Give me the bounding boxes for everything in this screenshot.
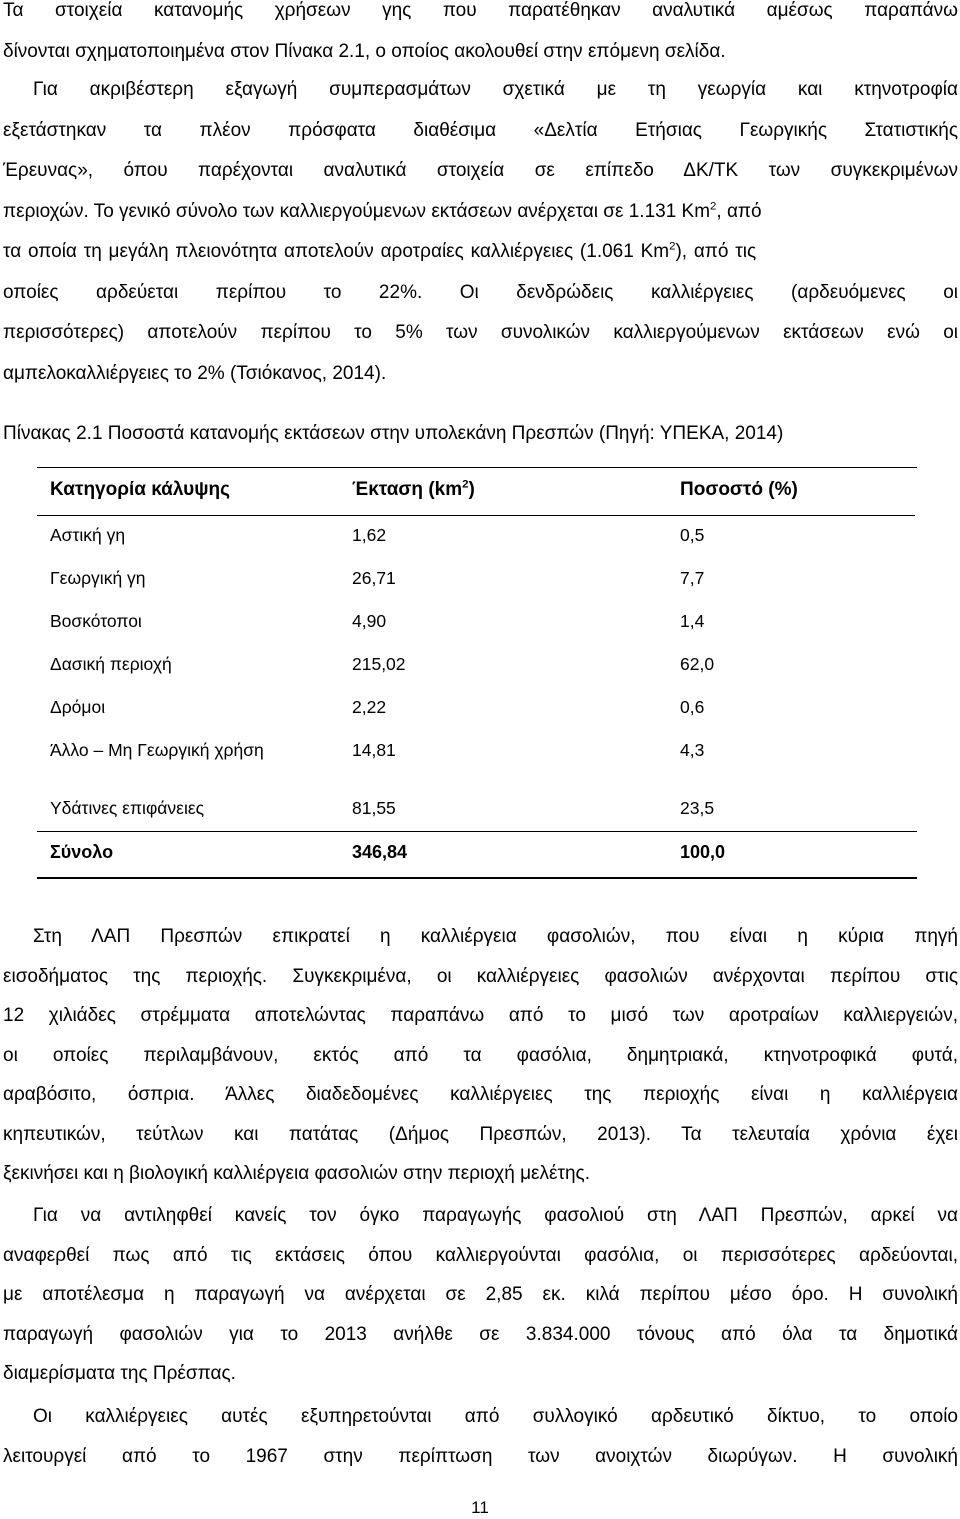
header-area-sup: 2 [462,478,469,491]
text-line: Οι καλλιέργειες αυτές εξυπηρετούνται από συλλογικό αρδευτικό δίκτυο, το οποίο [33,1406,958,1427]
cell-category: Δρόμοι [50,697,106,717]
cell-category: Άλλο – Μη Γεωργική χρήση [50,740,264,760]
text-fragment: , από [716,200,762,222]
cell-percent: 62,0 [680,654,715,674]
text-line: οποίες αρδεύεται περίπου το 22%. Οι δενδρώδεις καλλιέργειες (αρδευόμενες οι [3,281,958,303]
text-line: Στη ΛΑΠ Πρεσπών επικρατεί η καλλιέργεια φασολιών, που είναι η κύρια πηγή [33,926,958,947]
cell-category: Δασική περιοχή [50,654,172,674]
cell-category: Υδάτινες επιφάνειες [50,798,205,818]
cell-percent: 0,5 [680,525,705,545]
cell-percent: 4,3 [680,740,705,760]
cell-area: 81,55 [352,798,396,818]
superscript: 2 [710,200,717,213]
text-line: λειτουργεί από το 1967 στην περίπτωση των ανοιχτών διωρύγων. Η συνολική [3,1445,958,1467]
paragraph-agriculture [3,70,958,394]
text-line: Για ακριβέστερη εξαγωγή συμπερασμάτων σχετικά με τη γεωργία και κτηνοτροφία [33,79,958,100]
cell-area: 14,81 [352,740,396,760]
header-area [352,479,475,501]
text-line: παραγωγή φασολιών για το 2013 ανήλθε σε 3.834.000 τόνους από όλα τα δημοτικά [3,1323,958,1345]
cell-area: 4,90 [352,611,387,631]
cell-area: 1,62 [352,525,387,545]
text-line: οι οποίες περιλαμβάνουν, εκτός από τα φασόλια, δημητριακά, κτηνοτροφικά φυτά, [3,1044,958,1066]
text-fragment: τα οποία τη μεγάλη πλειονότητα αποτελούν αροτραίες καλλιέργειες (1.061 Km [3,241,670,262]
text-line: δίνονται σχηματοποιημένα στον Πίνακα 2.1, ο οποίος ακολουθεί στην επόμενη σελίδα. [3,40,726,62]
text-line: αραβόσιτο, όσπρια. Άλλες διαδεδομένες καλλιέργειες της περιοχής είναι η καλλιέργεια [3,1084,958,1105]
table-caption: Πίνακας 2.1 Ποσοστά κατανομής εκτάσεων στην υπολεκάνη Πρεσπών (Πηγή: ΥΠΕΚΑ, 2014) [3,423,784,444]
table-top-rule [37,467,917,468]
cell-area: 2,22 [352,697,387,717]
paragraph-production [3,1196,958,1394]
cell-percent: 1,4 [680,611,705,631]
table-header-rule [37,515,915,516]
table-total-rule [37,831,917,832]
text-line: εισοδήματος της περιοχής. Συγκεκριμένα, οι καλλιέργειες φασολιών ανέρχονται περίπου στις [3,965,958,987]
cell-category: Γεωργική γη [50,568,146,588]
paragraph-beans [3,917,958,1194]
text-line [3,232,958,273]
text-line: αναφερθεί πως από τις εκτάσεις όπου καλλιεργούνται φασόλια, οι περισσότερες αρδεύονται, [3,1244,958,1266]
text-line: 12 χιλιάδες στρέμματα αποτελώντας παραπάνω από το μισό των αροτραίων καλλιεργειών, [3,1005,958,1026]
header-percent: Ποσοστό (%) [680,479,798,500]
cell-total-percent: 100,0 [680,842,726,862]
text-line: Τα στοιχεία κατανομής χρήσεων γης που παρατέθηκαν αναλυτικά αμέσως παραπάνω [3,0,958,21]
text-line: αμπελοκαλλιέργειες το 2% (Τσιόκανος, 2014). [3,362,387,384]
table-bottom-rule [37,877,917,879]
text-line: ξεκινήσει και η βιολογική καλλιέργεια φασολιών στην περιοχή μελέτης. [3,1163,590,1184]
cell-area: 26,71 [352,568,396,588]
cell-percent: 0,6 [680,697,705,717]
header-area-text: Έκταση (km [352,479,463,500]
cell-category: Αστική γη [50,525,126,545]
cell-total-category: Σύνολο [50,842,114,862]
text-line: κηπευτικών, τεύτλων και πατάτας (Δήμος Πρεσπών, 2013). Τα τελευταία χρόνια έχει [3,1123,958,1145]
header-area-tail: ) [468,479,475,500]
cell-total-area: 346,84 [352,842,408,862]
paragraph-irrigation [3,1397,958,1476]
text-line: Για να αντιληφθεί κανείς τον όγκο παραγωγής φασολιού στη ΛΑΠ Πρεσπών, αρκεί να [33,1205,958,1226]
paragraph-intro [3,0,958,72]
text-line: περισσότερες) αποτελούν περίπου το 5% των συνολικών καλλιεργούμενων εκτάσεων ενώ οι [3,322,958,343]
page-number: 11 [471,1498,489,1517]
cell-category: Βοσκότοποι [50,611,142,631]
text-fragment: περιοχών. Το γενικό σύνολο των καλλιεργούμενων εκτάσεων ανέρχεται σε 1.131 Km [3,200,711,222]
text-line: εξετάστηκαν τα πλέον πρόσφατα διαθέσιμα «Δελτία Ετήσιας Γεωργικής Στατιστικής [3,119,958,141]
cell-area: 215,02 [352,654,406,674]
cell-percent: 7,7 [680,568,705,588]
header-category: Κατηγορία κάλυψης [50,479,230,500]
text-line [3,192,958,233]
text-line: Έρευνας», όπου παρέχονται αναλυτικά στοιχεία σε επίπεδο ΔΚ/ΤΚ των συγκεκριμένων [3,160,958,181]
text-line: διαμερίσματα της Πρέσπας. [3,1363,236,1384]
text-fragment: ), από τις [675,241,757,262]
cell-percent: 23,5 [680,798,715,818]
superscript: 2 [669,240,676,253]
text-line: με αποτέλεσμα η παραγωγή να ανέρχεται σε 2,85 εκ. κιλά περίπου μέσο όρο. Η συνολική [3,1284,958,1305]
